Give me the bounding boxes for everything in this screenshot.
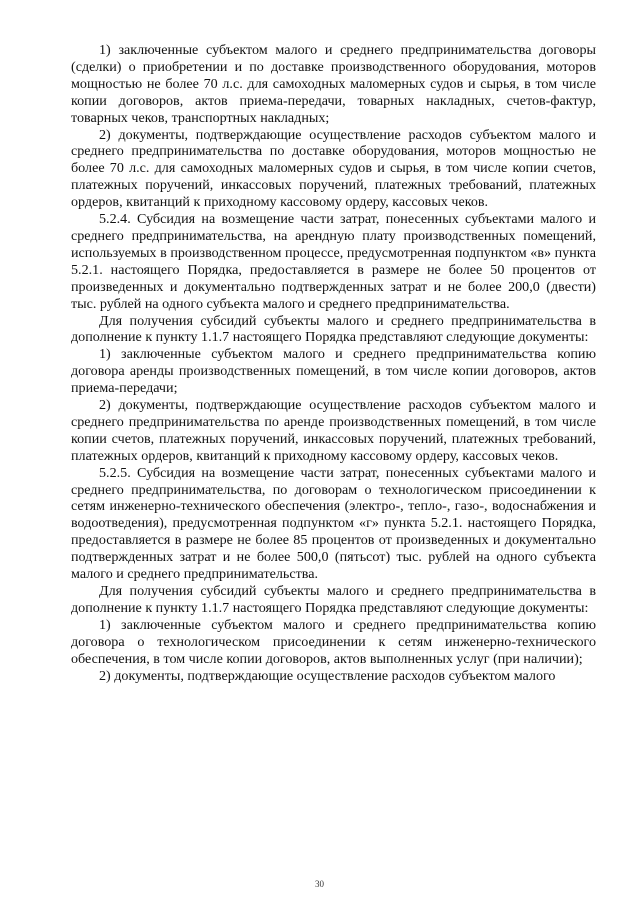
document-body	[71, 42, 596, 684]
paragraph: 1) заключенные субъектом малого и среднего предпринимательства копию договора аренды производственных помещений, в том числе копии договоров, актов приема-передачи;	[71, 346, 596, 397]
paragraph: Для получения субсидий субъекты малого и среднего предпринимательства в дополнение к пункту 1.1.7 настоящего Порядка представляют следующие документы:	[71, 583, 596, 616]
paragraph: 2) документы, подтверждающие осуществление расходов субъектом малого	[99, 667, 556, 684]
paragraph: Для получения субсидий субъекты малого и среднего предпринимательства в дополнение к пункту 1.1.7 настоящего Порядка представляют следующие документы:	[71, 312, 596, 346]
paragraph: 2) документы, подтверждающие осуществление расходов субъектом малого и среднего предпринимательства по доставке оборудования, моторов мощностью не более 70 л.с. для самоходных маломерных судов и сырья, в том числе копии счетов, платежных поручений, инкассовых поручений, платежных требований, платежных ордеров, квитанций к приходному кассовому ордеру, кассовых чеков.	[71, 126, 596, 211]
page-number: 30	[315, 879, 324, 889]
paragraph: 5.2.5. Субсидия на возмещение части затрат, понесенных субъектами малого и среднего предпринимательства, по договорам о технологическом присоединении к сетям инженерно-технического обеспечения (электро-, тепло-, газо-, водоснабжения и водоотведения), предусмотренная подпунктом «г» пункта 5.2.1. настоящего Порядка, предоставляется в размере не более 85 процентов от произведенных и документально подтвержденных затрат и не более 500,0 (пятьсот) тыс. рублей на одного субъекта малого и среднего предпринимательства.	[71, 464, 596, 583]
paragraph: 2) документы, подтверждающие осуществление расходов субъектом малого и среднего предпринимательства по аренде производственных помещений, в том числе копии счетов, платежных поручений, инкассовых поручений, платежных требований, платежных ордеров, квитанций к приходному кассовому ордеру, кассовых чеков.	[71, 397, 596, 464]
paragraph: 5.2.4. Субсидия на возмещение части затрат, понесенных субъектами малого и среднего предпринимательства, на арендную плату производственных помещений, используемых в производственном процессе, предусмотренная подпунктом «в» пункта 5.2.1. настоящего Порядка, предоставляется в размере не более 50 процентов от произведенных и документально подтвержденных затрат и не более 200,0 (двести) тыс. рублей на одного субъекта малого и среднего предпринимательства.	[71, 211, 596, 312]
paragraph: 1) заключенные субъектом малого и среднего предпринимательства копию договора о технологическом присоединении к сетям инженерно-технического обеспечения, в том числе копии договоров, актов выполненных услуг (при наличии);	[71, 616, 596, 667]
paragraph: 1) заключенные субъектом малого и среднего предпринимательства договоры (сделки) о приобретении и по доставке производственного оборудования, моторов мощностью не более 70 л.с. для самоходных маломерных судов и сырья, в том числе копии договоров, актов приема-передачи, товарных накладных, счетов-фактур, товарных чеков, транспортных накладных;	[71, 42, 596, 126]
